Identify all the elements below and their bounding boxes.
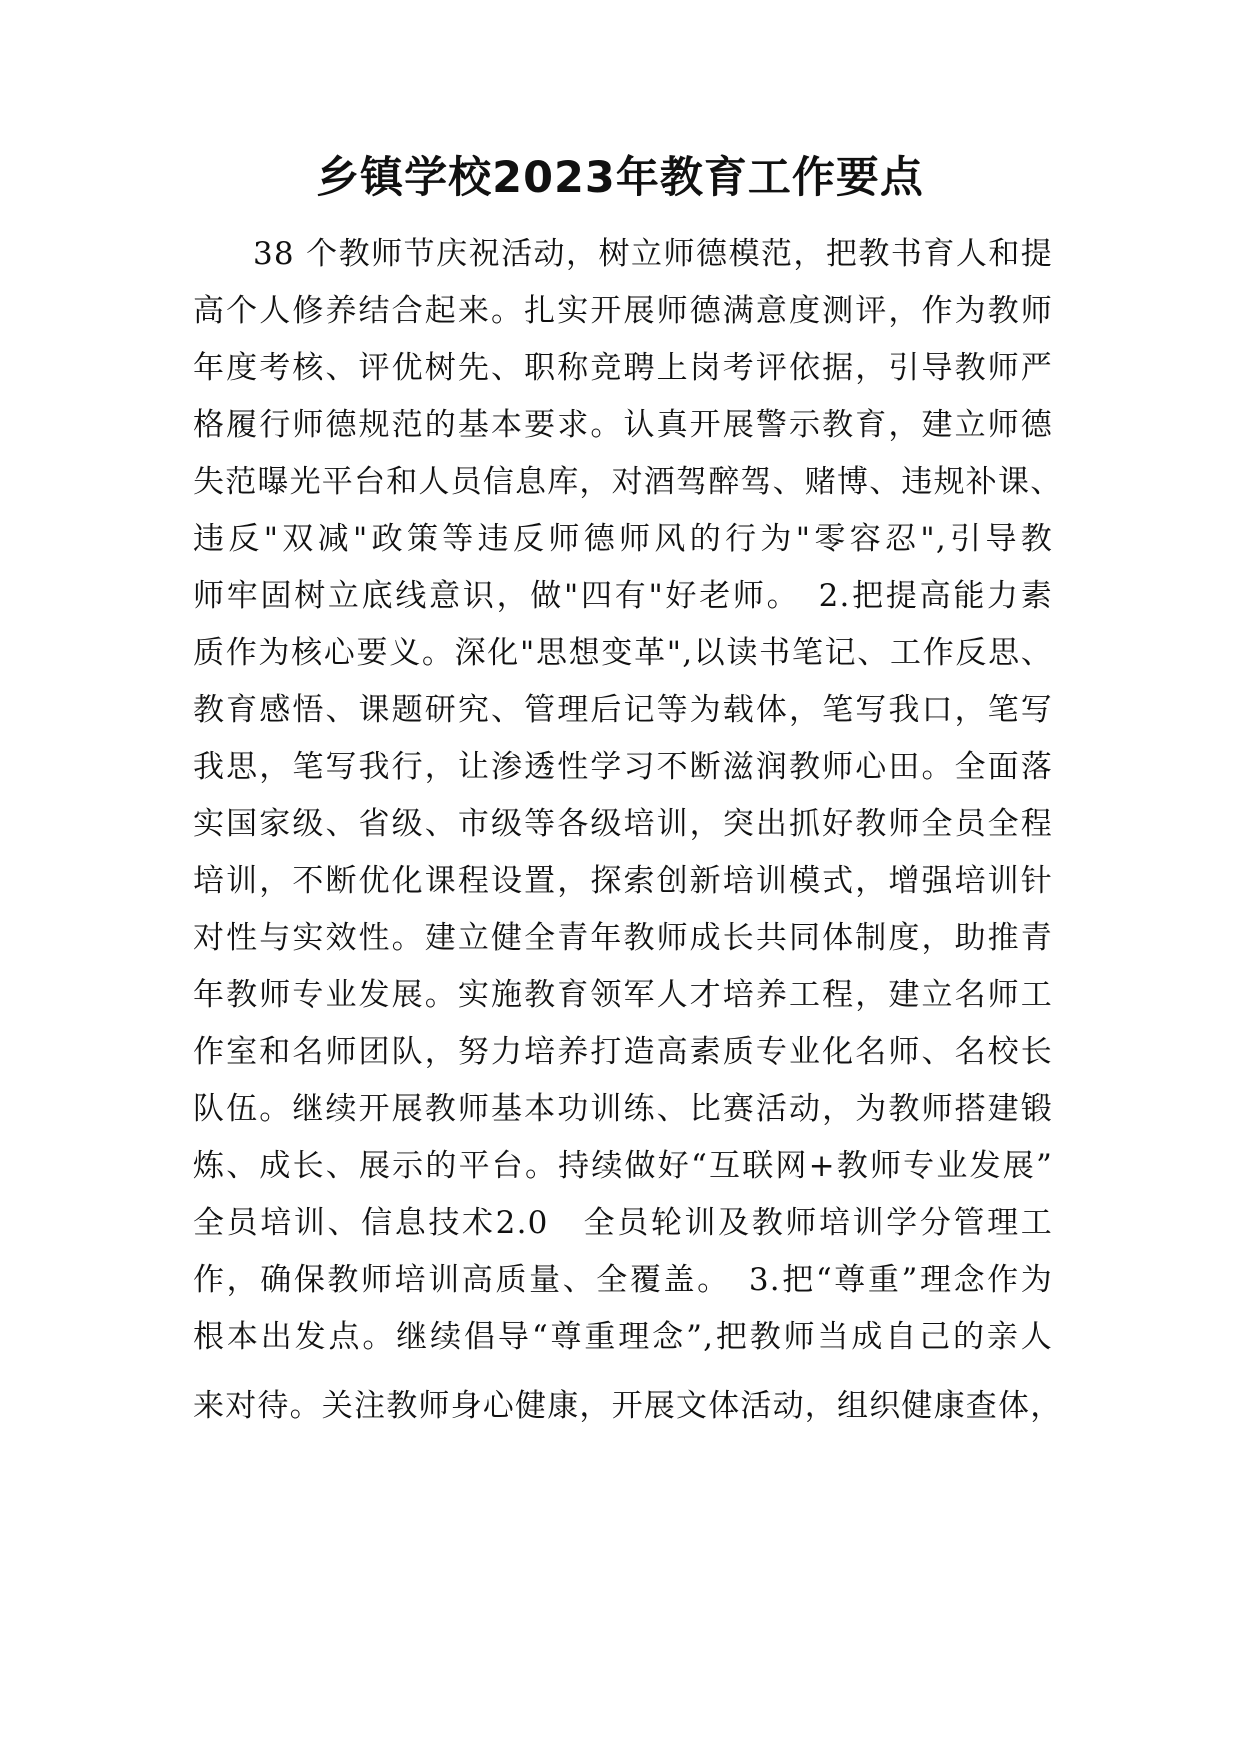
document-title: 乡镇学校2023年教育工作要点 (316, 153, 924, 203)
document-body (193, 226, 1063, 1435)
body-line-8: 质作为核心要义。深化"思想变革",以读书笔记、工作反思、 (193, 635, 1053, 671)
body-line-20: 根本出发点。继续倡导“尊重理念”,把教师当成自己的亲人 (193, 1319, 1053, 1355)
body-line-16: 队伍。继续开展教师基本功训练、比赛活动，为教师搭建锻 (193, 1091, 1053, 1127)
body-line-17: 炼、成长、展示的平台。持续做好“互联网+教师专业发展” (193, 1148, 1053, 1184)
body-line-10: 我思，笔写我行，让渗透性学习不断滋润教师心田。全面落 (193, 749, 1053, 785)
body-line-21: 来对待。关注教师身心健康，开展文体活动，组织健康查体， (193, 1388, 1063, 1424)
body-line-14: 年教师专业发展。实施教育领军人才培养工程，建立名师工 (193, 977, 1053, 1013)
body-line-1: 38 个教师节庆祝活动，树立师德模范，把教书育人和提 (253, 236, 1053, 272)
body-line-5: 失范曝光平台和人员信息库，对酒驾醉驾、赌博、违规补课、 (193, 464, 1063, 500)
body-line-2: 高个人修养结合起来。扎实开展师德满意度测评，作为教师 (193, 293, 1053, 329)
body-line-11: 实国家级、省级、市级等各级培训，突出抓好教师全员全程 (193, 806, 1053, 842)
body-line-7: 师牢固树立底线意识，做"四有"好老师。 2.把提高能力素 (193, 578, 1053, 614)
body-line-9: 教育感悟、课题研究、管理后记等为载体，笔写我口，笔写 (193, 692, 1053, 728)
body-line-15: 作室和名师团队，努力培养打造高素质专业化名师、名校长 (193, 1034, 1053, 1070)
body-line-12: 培训，不断优化课程设置，探索创新培训模式，增强培训针 (193, 863, 1053, 899)
body-line-3: 年度考核、评优树先、职称竞聘上岗考评依据，引导教师严 (193, 350, 1053, 386)
body-line-4: 格履行师德规范的基本要求。认真开展警示教育，建立师德 (193, 407, 1053, 443)
body-line-18: 全员培训、信息技术2.0 全员轮训及教师培训学分管理工 (193, 1205, 1053, 1241)
body-line-19: 作，确保教师培训高质量、全覆盖。 3.把“尊重”理念作为 (193, 1262, 1053, 1298)
body-line-6: 违反"双减"政策等违反师德师风的行为"零容忍",引导教 (193, 521, 1053, 557)
body-line-13: 对性与实效性。建立健全青年教师成长共同体制度，助推青 (193, 920, 1053, 956)
